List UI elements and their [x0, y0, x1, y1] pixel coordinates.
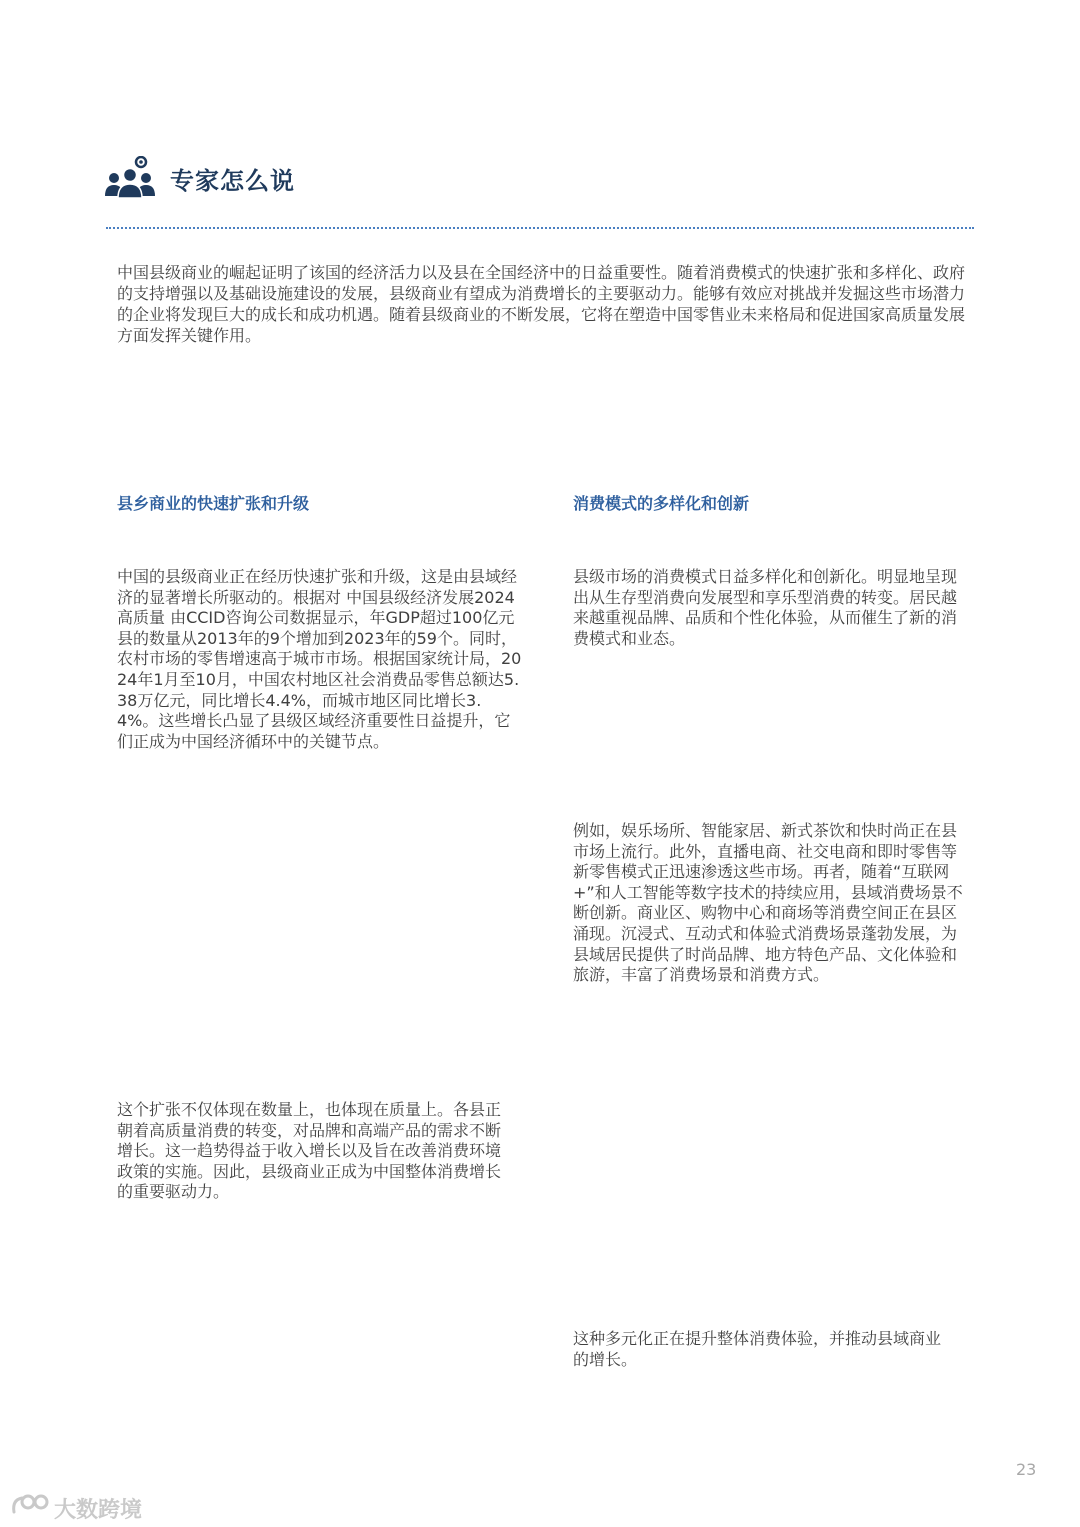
left-paragraph-1: 中国的县级商业正在经历快速扩张和升级，这是由县域经济的显著增长所驱动的。根据对 中国县级经济发展2024高质量 由CCID咨询公司数据显示，年GDP超过100亿元县的数量从2013年的9个增加到2023年的59个。同时，农村市场的零售增速高于城市市场。根据国家统计局，2024年1月至10月，中国农村地区社会消费品零售总额达5.38万亿元，同比增长4.4%，而城市地区同比增长3.4%。这些增长凸显了县级区域经济重要性日益提升，它们正成为中国经济循环中的关键节点。: [117, 567, 522, 751]
left-column-heading: 县乡商业的快速扩张和升级: [117, 494, 310, 513]
right-paragraph-3: 这种多元化正在提升整体消费体验，并推动县域商业的增长。: [573, 1329, 942, 1369]
right-column-heading: 消费模式的多样化和创新: [573, 494, 750, 513]
watermark: [10, 1492, 142, 1524]
left-paragraph-2: 这个扩张不仅体现在数量上，也体现在质量上。各县正朝着高质量消费的转变，对品牌和高端产品的需求不断增长。这一趋势得益于收入增长以及旨在改善消费环境政策的实施。因此，县级商业正成为中国整体消费增长的重要驱动力。: [117, 1100, 502, 1202]
right-paragraph-1: 县级市场的消费模式日益多样化和创新化。明显地呈现出从生存型消费向发展型和享乐型消费的转变。居民越来越重视品牌、品质和个性化体验，从而催生了新的消费模式和业态。: [573, 567, 958, 648]
people-group-icon: [104, 156, 156, 200]
page-number: 23: [1016, 1460, 1037, 1479]
section-header: [104, 150, 295, 206]
right-paragraph-2: 例如，娱乐场所、智能家居、新式茶饮和快时尚正在县市场上流行。此外，直播电商、社交电商和即时零售等新零售模式正迅速渗透这些市场。再者，随着“互联网+”和人工智能等数字技术的持续应用，县域消费场景不断创新。商业区、购物中心和商场等消费空间正在县区涌现。沉浸式、互动式和体验式消费场景蓬勃发展，为县域居民提供了时尚品牌、地方特色产品、文化体验和旅游，丰富了消费场景和消费方式。: [573, 821, 963, 985]
intro-paragraph: 中国县级商业的崛起证明了该国的经济活力以及县在全国经济中的日益重要性。随着消费模式的快速扩张和多样化、政府的支持增强以及基础设施建设的发展，县级商业有望成为消费增长的主要驱动力。能够有效应对挑战并发掘这些市场潜力的企业将发现巨大的成长和成功机遇。随着县级商业的不断发展，它将在塑造中国零售业未来格局和促进国家高质量发展方面发挥关键作用。: [117, 263, 966, 345]
watermark-logo-icon: [10, 1492, 50, 1524]
watermark-text: 大数跨境: [54, 1497, 143, 1523]
section-title: 专家怎么说: [170, 166, 295, 195]
dotted-divider: [106, 227, 974, 229]
